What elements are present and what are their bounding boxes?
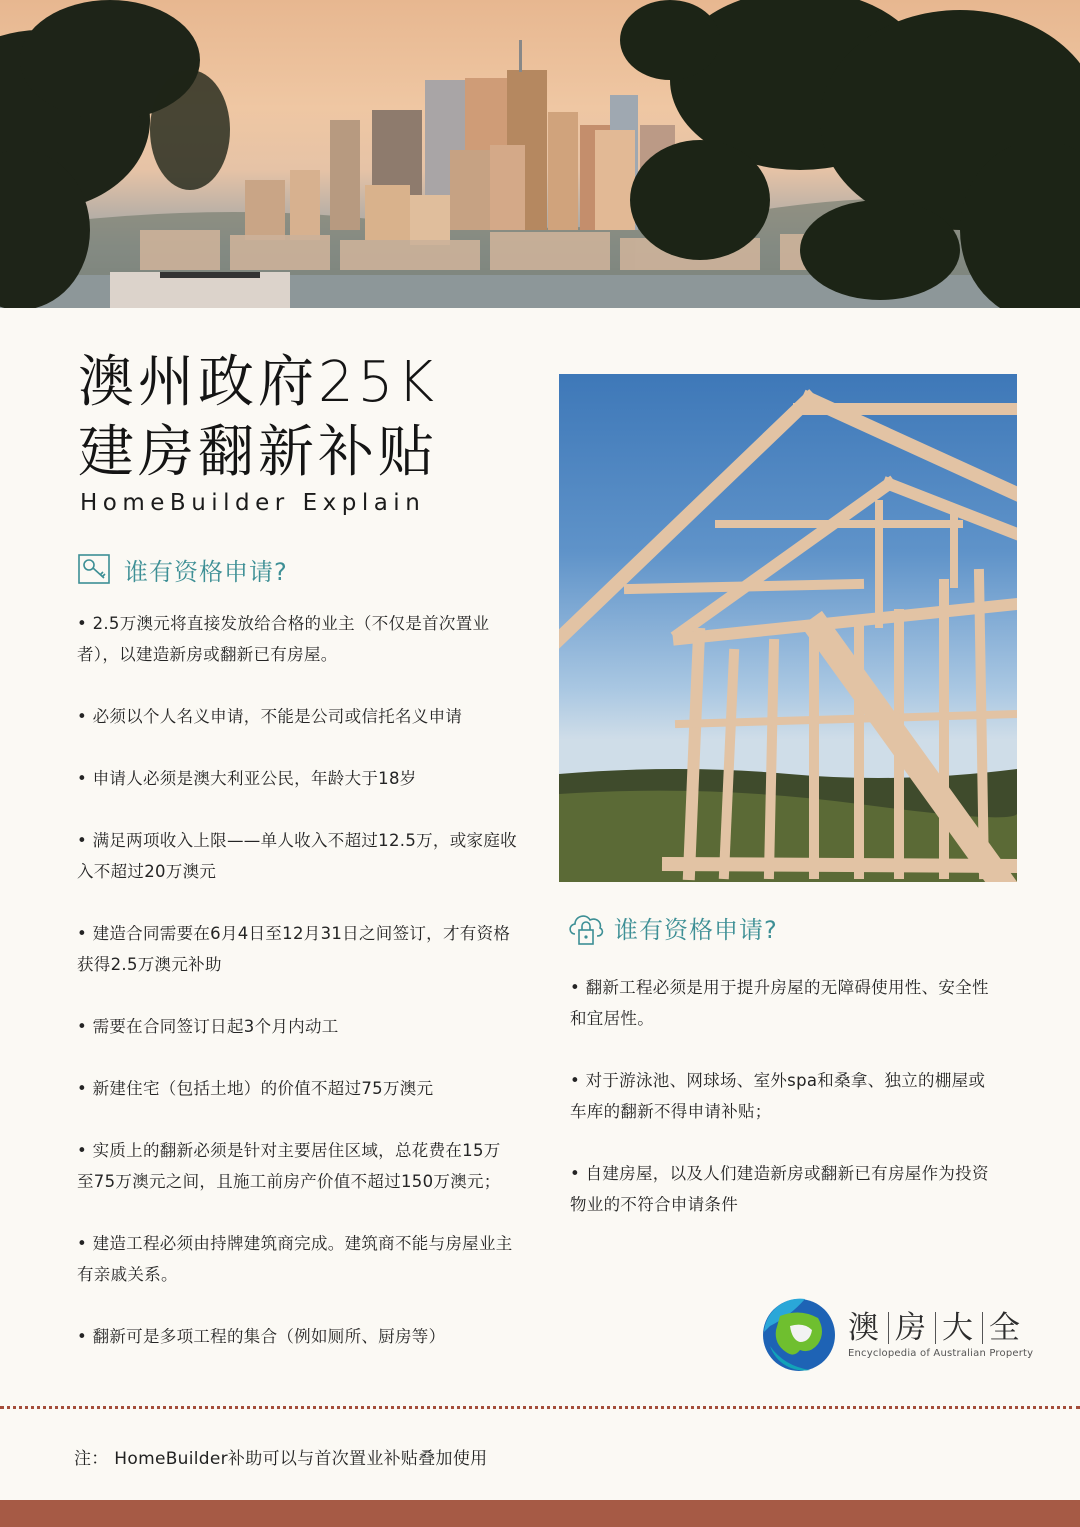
- list-item: • 申请人必须是澳大利亚公民，年龄大于18岁: [77, 769, 417, 788]
- logo-english-name: Encyclopedia of Australian Property: [848, 1347, 1034, 1359]
- list-item: • 必须以个人名义申请，不能是公司或信托名义申请: [77, 707, 463, 726]
- timber-frame-photo: [559, 374, 1017, 882]
- list-item: • 翻新工程必须是用于提升房屋的无障碍使用性、安全性和宜居性。: [570, 978, 989, 1028]
- key-tag-icon: [76, 550, 114, 588]
- brand-logo: [760, 1296, 1033, 1374]
- title-line-1: 澳州政府25K: [78, 350, 438, 415]
- page-title: [78, 348, 438, 488]
- footer-note: 注： HomeBuilder补助可以与首次置业补贴叠加使用: [74, 1449, 488, 1469]
- globe-icon: [760, 1296, 838, 1374]
- section-heading-right: [566, 908, 778, 946]
- list-item: • 自建房屋，以及人们建造新房或翻新已有房屋作为投资物业的不符合申请条件: [570, 1164, 989, 1214]
- title-line-2: 建房翻新补贴: [78, 420, 438, 485]
- cloud-lock-icon: [566, 908, 604, 946]
- logo-char: 澳: [848, 1309, 882, 1346]
- hero-banner: [0, 0, 1080, 308]
- logo-char: 大: [935, 1312, 982, 1344]
- list-item: • 对于游泳池、网球场、室外spa和桑拿、独立的棚屋或车库的翻新不得申请补贴；: [570, 1071, 986, 1121]
- logo-chinese-name: [848, 1309, 1033, 1346]
- section-heading-right-text: 谁有资格申请?: [614, 915, 778, 944]
- list-item: • 建造合同需要在6月4日至12月31日之间签订，才有资格获得2.5万澳元补助: [77, 924, 511, 974]
- eligibility-list-right: [570, 972, 990, 1251]
- dotted-divider: [0, 1406, 1080, 1409]
- house-frame-illustration: [559, 374, 1017, 882]
- bottom-bar: [0, 1500, 1080, 1527]
- logo-char: 房: [888, 1312, 935, 1344]
- list-item: • 实质上的翻新必须是针对主要居住区域，总花费在15万至75万澳元之间，且施工前房产价值不超过150万澳元；: [77, 1141, 501, 1191]
- list-item: • 满足两项收入上限——单人收入不超过12.5万，或家庭收入不超过20万澳元: [77, 831, 517, 881]
- city-skyline-illustration: [0, 0, 1080, 308]
- list-item: • 需要在合同签订日起3个月内动工: [77, 1017, 339, 1036]
- list-item: • 翻新可是多项工程的集合（例如厕所、厨房等）: [77, 1327, 446, 1346]
- list-item: • 新建住宅（包括土地）的价值不超过75万澳元: [77, 1079, 434, 1098]
- list-item: • 建造工程必须由持牌建筑商完成。建筑商不能与房屋业主有亲戚关系。: [77, 1234, 513, 1284]
- page-subtitle: HomeBuilder Explain: [80, 490, 426, 516]
- section-heading-left: [76, 550, 288, 588]
- eligibility-list-left: [77, 608, 517, 1383]
- logo-char: 全: [982, 1312, 1029, 1344]
- section-heading-left-text: 谁有资格申请?: [124, 557, 288, 586]
- list-item: • 2.5万澳元将直接发放给合格的业主（不仅是首次置业者），以建造新房或翻新已有房屋。: [77, 614, 490, 664]
